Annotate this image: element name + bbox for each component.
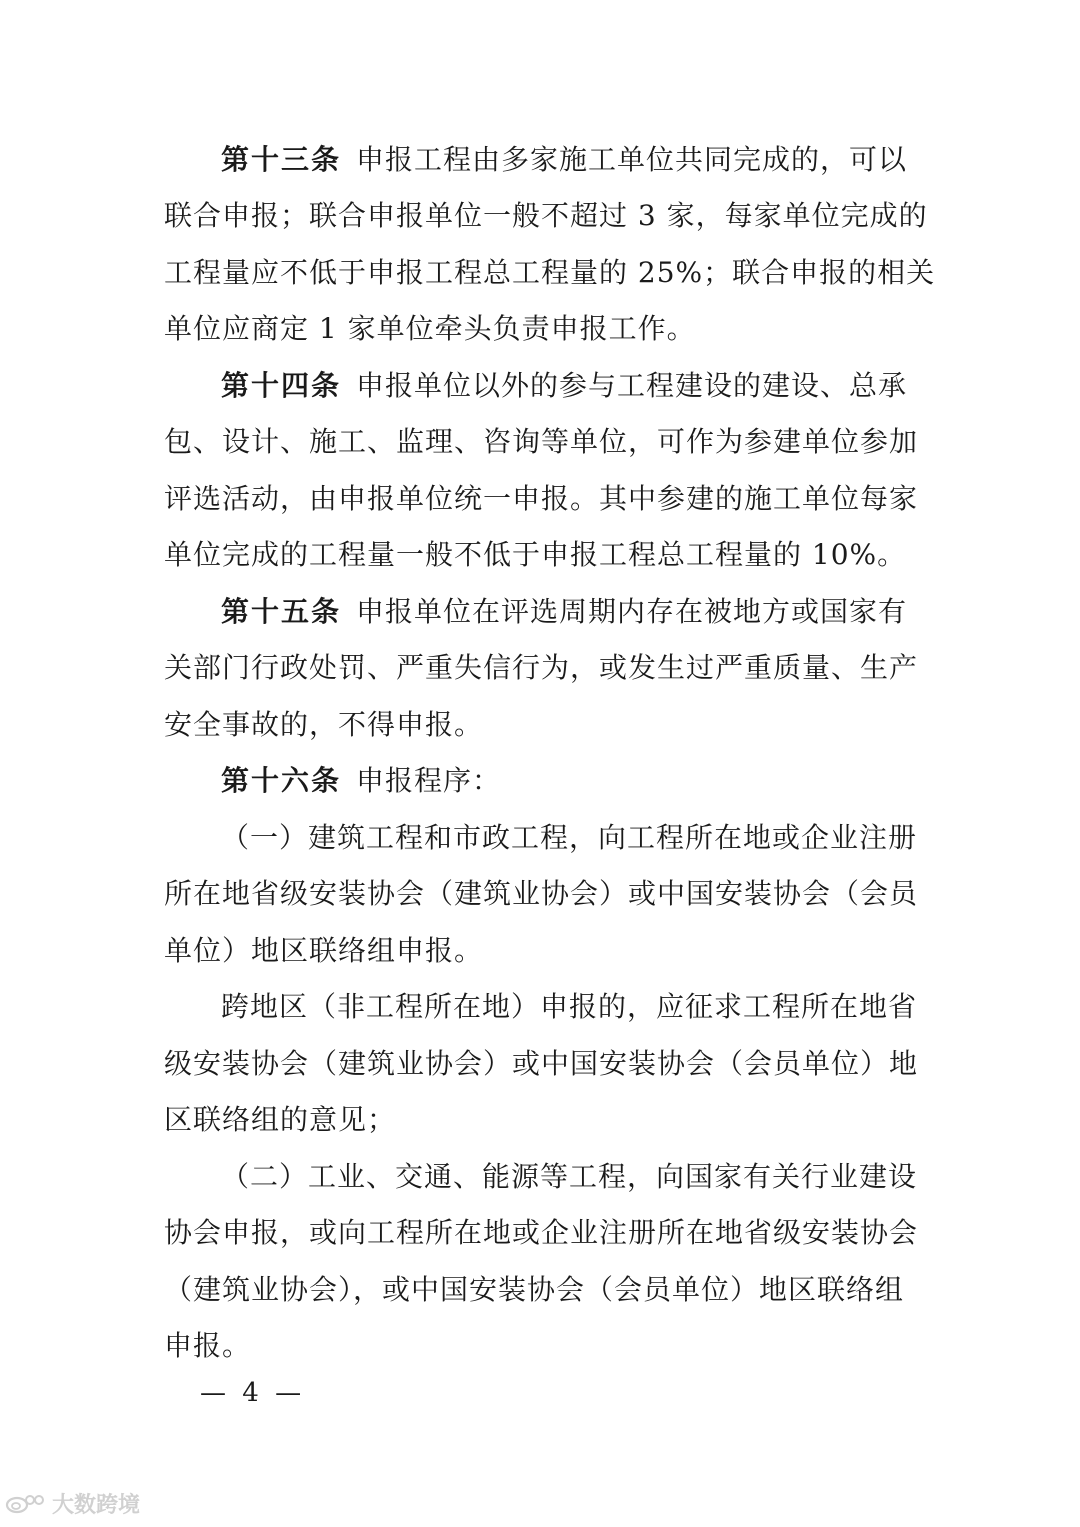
article-14-text: 包、设计、施工、监理、咨询等单位，可作为参建单位参加 <box>164 425 919 458</box>
article-16-text: 申报程序： <box>356 764 502 797</box>
item-2-text: 申报。 <box>164 1329 252 1362</box>
article-14-text: 单位完成的工程量一般不低于申报工程总工程量的 10%。 <box>164 538 907 571</box>
item-1-text: 单位）地区联络组申报。 <box>164 934 484 967</box>
cross-region-text: 区联络组的意见； <box>164 1103 397 1136</box>
article-13-text: 申报工程由多家施工单位共同完成的，可以 <box>356 143 908 176</box>
article-14-text: 评选活动，由申报单位统一申报。其中参建的施工单位每家 <box>164 482 919 515</box>
article-15-text: 安全事故的，不得申报。 <box>164 708 484 741</box>
weibo-logo-icon <box>4 1491 46 1515</box>
article-15-text: 关部门行政处罚、严重失信行为，或发生过严重质量、生产 <box>164 651 919 684</box>
item-2-text: （建筑业协会），或中国安装协会（会员单位）地区联络组 <box>164 1273 905 1306</box>
cross-region-text: 级安装协会（建筑业协会）或中国安装协会（会员单位）地 <box>164 1047 919 1080</box>
article-15-heading: 第十五条 <box>221 595 342 628</box>
article-13-heading: 第十三条 <box>221 143 342 176</box>
article-14-heading: 第十四条 <box>221 369 342 402</box>
article-15-text: 申报单位在评选周期内存在被地方或国家有 <box>356 595 908 628</box>
cross-region-text: 跨地区（非工程所在地）申报的，应征求工程所在地省 <box>221 990 918 1023</box>
article-13-text: 单位应商定 1 家单位牵头负责申报工作。 <box>164 312 696 345</box>
item-2-text: （二）工业、交通、能源等工程，向国家有关行业建设 <box>221 1160 918 1193</box>
item-1-text: 所在地省级安装协会（建筑业协会）或中国安装协会（会员 <box>164 877 919 910</box>
article-16-heading: 第十六条 <box>221 764 342 797</box>
item-1-text: （一）建筑工程和市政工程，向工程所在地或企业注册 <box>221 821 918 854</box>
article-13-text: 工程量应不低于申报工程总工程量的 25%；联合申报的相关 <box>164 256 936 289</box>
item-2-text: 协会申报，或向工程所在地或企业注册所在地省级安装协会 <box>164 1216 919 1249</box>
article-14-text: 申报单位以外的参与工程建设的建设、总承 <box>356 369 908 402</box>
watermark-text: 大数跨境 <box>52 1492 141 1518</box>
article-13-text: 联合申报；联合申报单位一般不超过 3 家，每家单位完成的 <box>164 199 928 232</box>
watermark <box>4 1489 140 1517</box>
page-number: — 4 — <box>200 1378 306 1408</box>
